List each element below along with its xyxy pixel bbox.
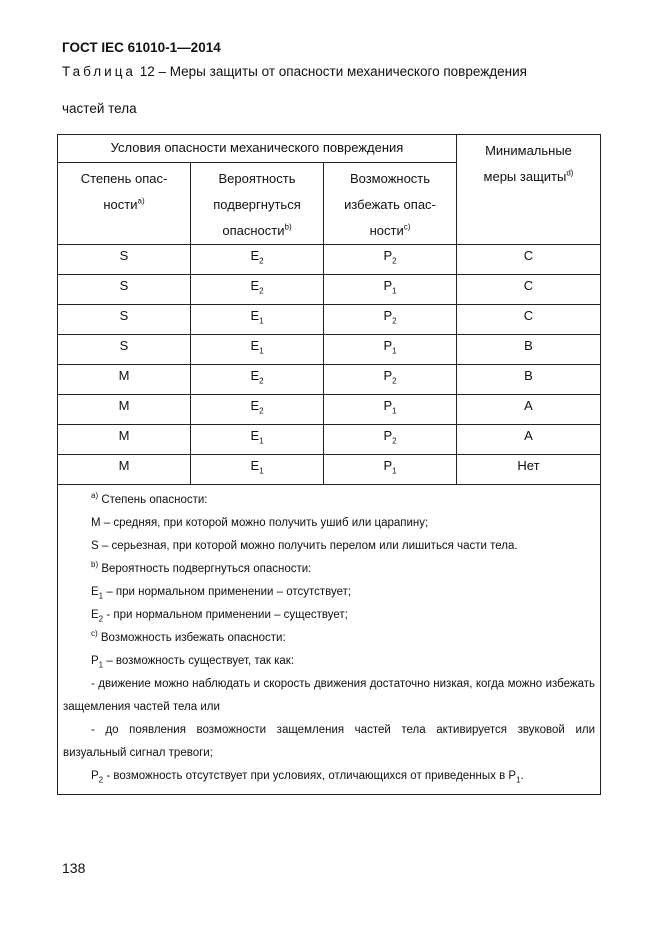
table-row bbox=[58, 275, 601, 305]
note-b-title: $^{b)}$ Вероятность подвергнуться опасности: bbox=[91, 560, 312, 575]
caption-number: 12 bbox=[139, 64, 155, 79]
note-a-serious: S – серьезная, при которой можно получить перелом или лишиться части тела. bbox=[91, 540, 518, 552]
cell-probability: $E_1$ bbox=[191, 425, 324, 455]
cell-avoidance: $P_1$ bbox=[324, 275, 457, 305]
cell-severity: S bbox=[58, 245, 191, 275]
cell-avoidance: $P_2$ bbox=[324, 305, 457, 335]
cell-avoidance: $P_1$ bbox=[324, 335, 457, 365]
note-a-medium: M – средняя, при которой можно получить ушиб или царапину; bbox=[91, 517, 429, 529]
cell-measure: C bbox=[457, 245, 601, 275]
cell-avoidance: $P_2$ bbox=[324, 245, 457, 275]
table-row bbox=[58, 395, 601, 425]
cell-measure: C bbox=[457, 305, 601, 335]
table-caption bbox=[62, 64, 527, 79]
caption-label: Таблица bbox=[62, 64, 136, 79]
footnote-mark-b: b) bbox=[284, 222, 292, 232]
cell-probability: $E_2$ bbox=[191, 275, 324, 305]
cell-avoidance: $P_1$ bbox=[324, 395, 457, 425]
cell-severity: S bbox=[58, 305, 191, 335]
caption-title: – Меры защиты от опасности механического повреждения bbox=[158, 64, 527, 79]
cell-severity: M bbox=[58, 365, 191, 395]
table-row bbox=[58, 305, 601, 335]
cell-measure: B bbox=[457, 365, 601, 395]
header-avoidance: Возможность избежать опас- ности$^{c)}$ bbox=[324, 163, 457, 245]
note-c-p2: $P_2$ - возможность отсутствует при условиях, отличающихся от приведенных в $P_1$. bbox=[91, 770, 524, 785]
table-row bbox=[58, 245, 601, 275]
cell-measure: Нет bbox=[457, 455, 601, 485]
note-b-e2: $E_2$ - при нормальном применении – существует; bbox=[91, 609, 348, 624]
header-probability: Вероятность подвергнуться опасности$^{b)}$ bbox=[191, 163, 324, 245]
cell-probability: $E_2$ bbox=[191, 365, 324, 395]
document-code: ГОСТ IEC 61010-1—2014 bbox=[62, 40, 221, 55]
cell-probability: $E_2$ bbox=[191, 395, 324, 425]
cell-severity: M bbox=[58, 395, 191, 425]
cell-probability: $E_1$ bbox=[191, 455, 324, 485]
footnote-mark-d: d) bbox=[566, 168, 574, 178]
page-number: 138 bbox=[62, 860, 86, 876]
header-conditions-group: Условия опасности механического повреждения bbox=[58, 135, 457, 163]
table-row bbox=[58, 455, 601, 485]
caption-title-continuation: частей тела bbox=[62, 101, 137, 116]
note-b-e1: $E_1$ – при нормальном применении – отсутствует; bbox=[91, 586, 352, 601]
cell-avoidance: $P_1$ bbox=[324, 455, 457, 485]
note-c-p1: $P_1$ – возможность существует, так как: bbox=[91, 655, 295, 670]
table-footnotes bbox=[58, 485, 601, 795]
table-row bbox=[58, 425, 601, 455]
note-c-dash2: - до появления возможности защемления частей тела активируется звуковой или визуальный сигнал тревоги; bbox=[63, 724, 595, 759]
cell-measure: A bbox=[457, 425, 601, 455]
cell-severity: M bbox=[58, 455, 191, 485]
header-min-measures bbox=[457, 135, 601, 245]
cell-measure: A bbox=[457, 395, 601, 425]
cell-measure: C bbox=[457, 275, 601, 305]
table-row bbox=[58, 335, 601, 365]
cell-severity: M bbox=[58, 425, 191, 455]
note-c-dash1: - движение можно наблюдать и скорость движения достаточно низкая, когда можно избежать защемления частей тела или bbox=[63, 678, 595, 713]
header-min-measures-line2: меры защиты$^{d)}$ bbox=[483, 168, 574, 184]
cell-avoidance: $P_2$ bbox=[324, 365, 457, 395]
cell-probability: $E_1$ bbox=[191, 305, 324, 335]
table-row bbox=[58, 365, 601, 395]
note-c-title: $^{c)}$ Возможность избежать опасности: bbox=[91, 629, 286, 644]
cell-severity: S bbox=[58, 335, 191, 365]
header-min-measures-line1: Минимальные bbox=[485, 143, 572, 158]
protection-measures-table bbox=[57, 134, 601, 795]
cell-probability: $E_1$ bbox=[191, 335, 324, 365]
cell-probability: $E_2$ bbox=[191, 245, 324, 275]
cell-measure: B bbox=[457, 335, 601, 365]
header-severity: Степень опас- ности$^{a)}$ bbox=[58, 163, 191, 245]
footnote-mark-c: c) bbox=[403, 222, 411, 232]
cell-avoidance: $P_2$ bbox=[324, 425, 457, 455]
footnote-mark-a: a) bbox=[137, 196, 145, 206]
note-a-title: $^{a)}$ Степень опасности: bbox=[91, 491, 208, 506]
cell-severity: S bbox=[58, 275, 191, 305]
